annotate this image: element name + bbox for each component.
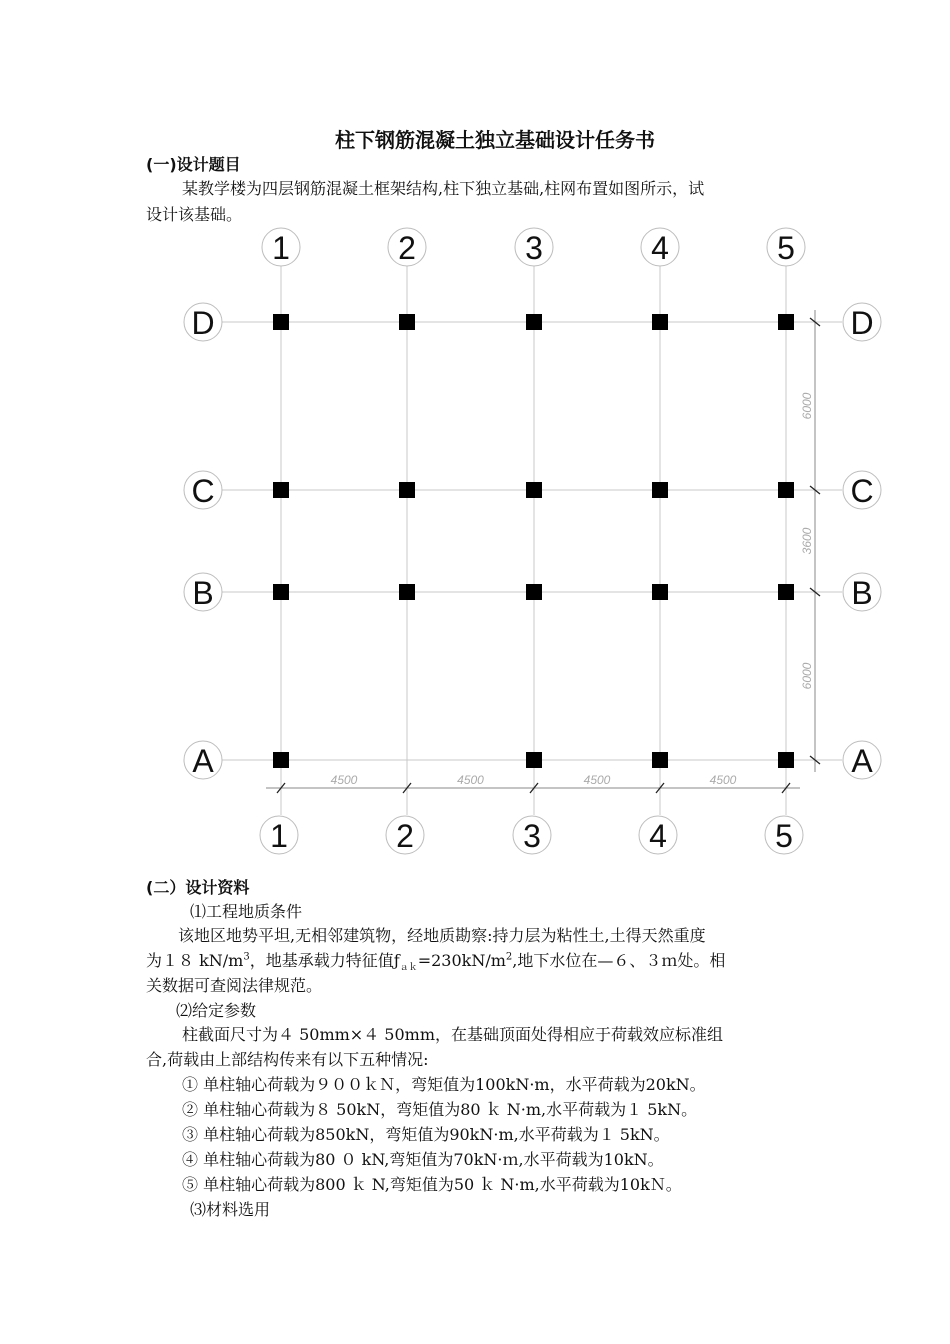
axis-right-B-label: B <box>851 575 873 611</box>
axis-bottom-1-label: 1 <box>270 818 288 854</box>
axis-bottom-2-label: 2 <box>396 818 414 854</box>
section1-paragraph-line2: 设计该基础。 <box>146 205 243 224</box>
axis-right-D-label: D <box>850 305 874 341</box>
axis-bottom-3-label: 3 <box>523 818 541 854</box>
geology-line3: 关数据可查阅法律规范。 <box>146 976 323 995</box>
column-D2 <box>399 314 415 330</box>
axis-bottom-4-label: 4 <box>649 818 667 854</box>
axis-left-A-label: A <box>192 743 214 779</box>
geology-line2-d: ,地下水位在—６、３ｍ处。相 <box>512 951 726 970</box>
axis-left-C-label: C <box>191 473 215 509</box>
column-B1 <box>273 584 289 600</box>
column-B5 <box>778 584 794 600</box>
column-A3 <box>526 752 542 768</box>
dimension-lines <box>266 310 820 793</box>
axis-top-3-label: 3 <box>525 230 543 266</box>
vertical-dimension-label: 3600 <box>800 527 814 555</box>
column-D5 <box>778 314 794 330</box>
section1-paragraph-line1: 某教学楼为四层钢筋混凝土框架结构,柱下独立基础,柱网布置如图所示，试 <box>182 179 705 198</box>
axis-top-5-label: 5 <box>777 230 795 266</box>
column-B3 <box>526 584 542 600</box>
grid-lines <box>222 266 842 815</box>
geology-line2-c: =230kN/m <box>417 951 506 970</box>
document-title: 柱下钢筋混凝土独立基础设计任务书 <box>335 128 655 152</box>
horizontal-dimension-label: 4500 <box>330 773 358 787</box>
column-C3 <box>526 482 542 498</box>
subheading-parameters: ⑵给定参数 <box>176 1001 257 1020</box>
geology-line2-b: ，地基承载力特征值ƒ <box>249 951 400 970</box>
vertical-dimension-label: 6000 <box>800 392 814 420</box>
column-C4 <box>652 482 668 498</box>
column-C2 <box>399 482 415 498</box>
axis-top-4-label: 4 <box>651 230 669 266</box>
axis-left-B-label: B <box>192 575 214 611</box>
section1-heading: (一)设计题目 <box>146 155 241 174</box>
section2-heading: (二）设计资料 <box>146 878 250 897</box>
geology-line2-sup2: 2 <box>505 951 513 963</box>
column-C5 <box>778 482 794 498</box>
column-D1 <box>273 314 289 330</box>
horizontal-dimension-label: 4500 <box>583 773 611 787</box>
load-case: ① 单柱轴心荷载为９００ｋＮ，弯矩值为100kN·m，水平荷载为20kN。 <box>182 1075 706 1094</box>
column-D3 <box>526 314 542 330</box>
load-case: ③ 单柱轴心荷载为850kN，弯矩值为90kN·m,水平荷载为１ 5kN。 <box>182 1125 670 1144</box>
geology-line2 <box>146 948 725 973</box>
parameter-line2: 合,荷载由上部结构传来有以下五种情况: <box>146 1050 429 1069</box>
load-case: ⑤ 单柱轴心荷载为800 ｋ N,弯矩值为50 ｋ N·m,水平荷载为10kＮ。 <box>182 1175 682 1194</box>
horizontal-dimension-label: 4500 <box>709 773 737 787</box>
horizontal-dimension-label: 4500 <box>457 773 484 787</box>
column-B2 <box>399 584 415 600</box>
axis-right-A-label: A <box>851 743 873 779</box>
column-A4 <box>652 752 668 768</box>
subheading-geology: ⑴工程地质条件 <box>190 902 303 921</box>
axis-right-C-label: C <box>850 473 874 509</box>
column-A5 <box>778 752 794 768</box>
axis-top-2-label: 2 <box>398 230 416 266</box>
geology-line1: 该地区地势平坦,无相邻建筑物，经地质勘察:持力层为粘性土,土得天然重度 <box>178 926 706 945</box>
vertical-dimension-label: 6000 <box>800 662 814 690</box>
geology-line2-sub: ａｋ <box>399 963 418 974</box>
column-D4 <box>652 314 668 330</box>
load-case: ④ 单柱轴心荷载为80 ０ kN,弯矩值为70kN·ｍ,水平荷载为10kN。 <box>182 1150 664 1169</box>
column-B4 <box>652 584 668 600</box>
geology-line2-a: 为１８ kN/m <box>146 951 244 970</box>
axis-bottom-5-label: 5 <box>775 818 793 854</box>
parameter-line1: 柱截面尺寸为４ 50mm×４ 50mm，在基础顶面处得相应于荷载效应标准组 <box>182 1025 723 1044</box>
axis-top-1-label: 1 <box>272 230 290 266</box>
geology-line2-sup: 3 <box>243 951 250 963</box>
column-C1 <box>273 482 289 498</box>
load-case: ② 单柱轴心荷载为８ 50kN，弯矩值为80 ｋ N·m,水平荷载为１ 5kN。 <box>182 1100 698 1119</box>
subheading-materials: ⑶材料选用 <box>190 1200 271 1219</box>
axis-left-D-label: D <box>191 305 215 341</box>
column-A1 <box>273 752 289 768</box>
